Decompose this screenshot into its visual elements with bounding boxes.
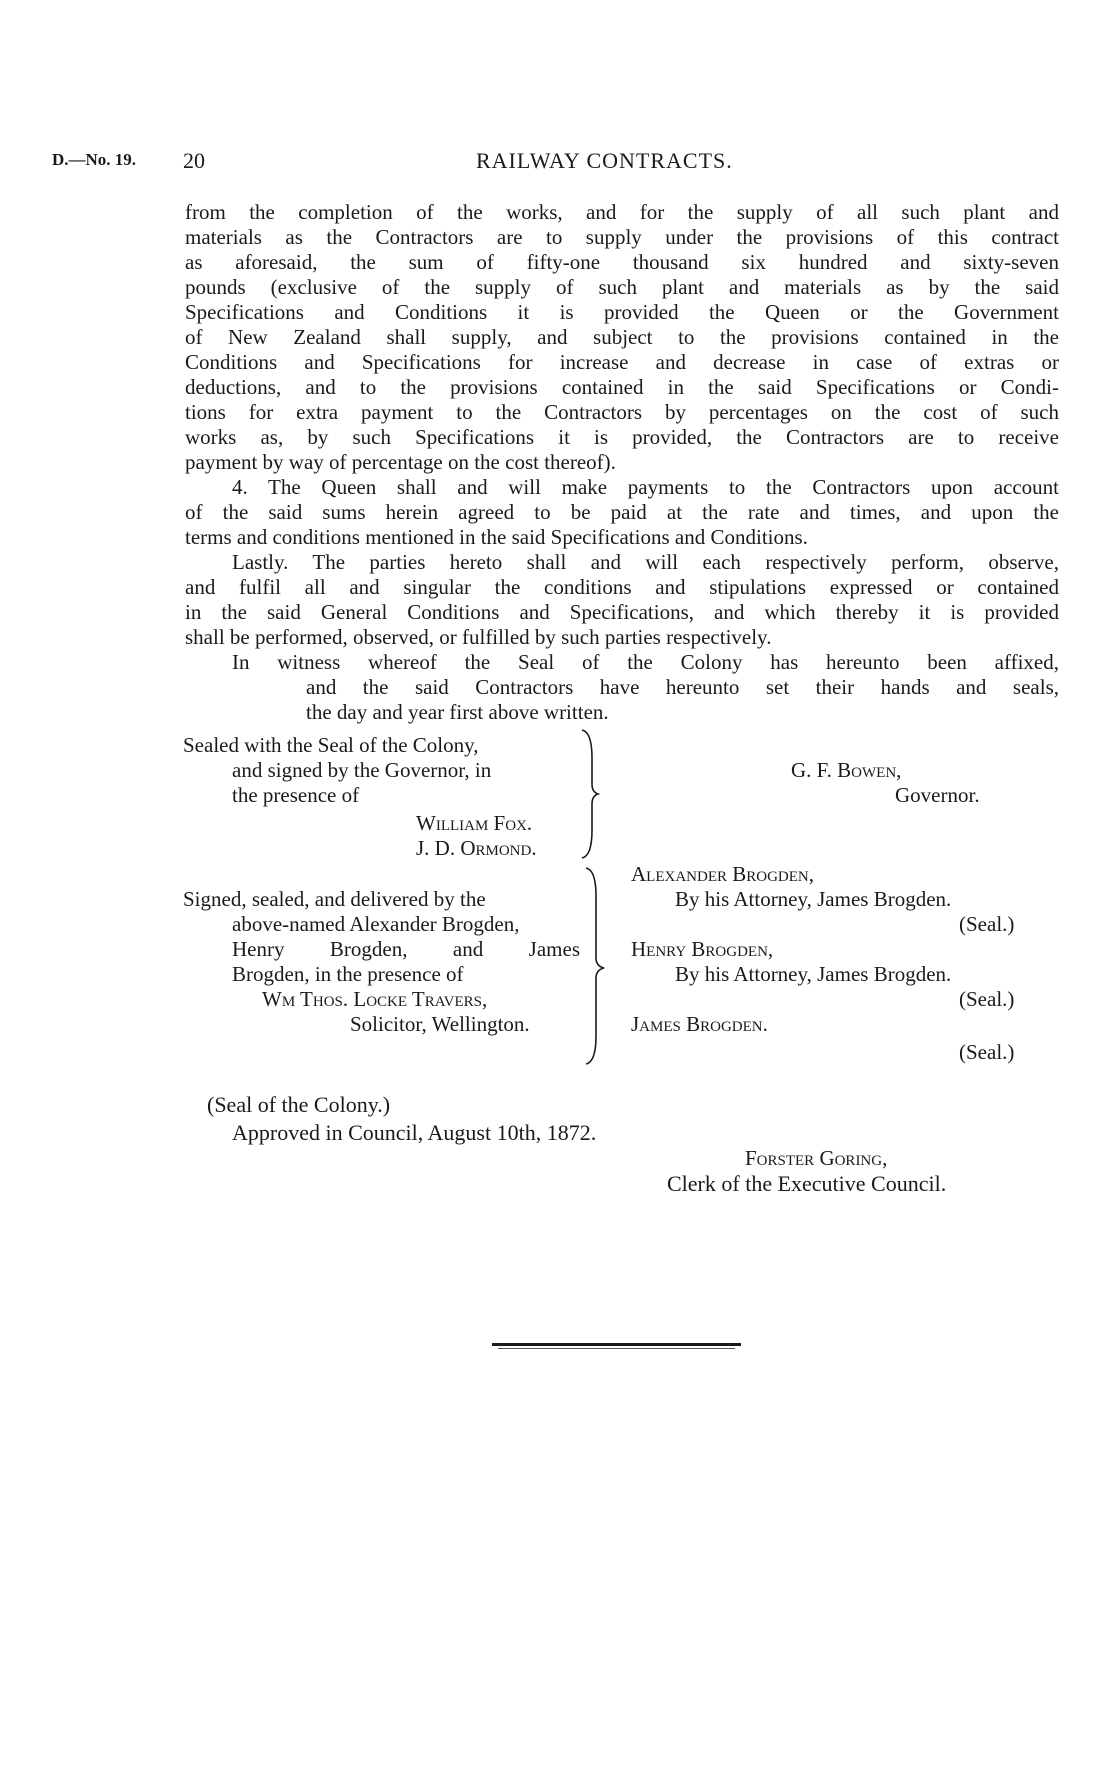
witness-title: Solicitor, Wellington.	[350, 1012, 530, 1036]
seal-of-colony: (Seal of the Colony.)	[207, 1092, 391, 1117]
witness-name: J. D. Ormond.	[416, 836, 537, 860]
signatory-name: James Brogden.	[631, 1012, 768, 1036]
signatory-attorney: By his Attorney, James Brogden.	[675, 962, 952, 986]
seal-line: and signed by the Governor, in	[232, 758, 492, 782]
governor-title: Governor.	[895, 783, 980, 807]
clerk-title: Clerk of the Executive Council.	[667, 1171, 947, 1196]
end-rule-divider	[498, 1348, 735, 1349]
seal-line: the presence of	[232, 783, 360, 807]
signatory-name: Alexander Brogden,	[631, 862, 814, 886]
text-line: payment by way of percentage on the cost thereof).	[185, 450, 616, 474]
text-line: works as, by such Specifications it is provided, the Contractors are to receive	[185, 425, 1059, 449]
right-brace-icon	[584, 866, 608, 1066]
text-line: Conditions and Specifications for increase and decrease in case of extras or	[185, 350, 1059, 374]
text-line: materials as the Contractors are to supply under the provisions of this contract	[185, 225, 1059, 249]
governor-name: G. F. Bowen,	[791, 758, 902, 782]
seal-mark: (Seal.)	[959, 912, 1015, 936]
seal-mark: (Seal.)	[959, 987, 1015, 1011]
text-line: terms and conditions mentioned in the said Specifications and Conditions.	[185, 525, 808, 549]
text-line: pounds (exclusive of the supply of such plant and materials as by the said	[185, 275, 1059, 299]
text-line: of New Zealand shall supply, and subject to the provisions contained in the	[185, 325, 1059, 349]
text-line: the day and year first above written.	[306, 700, 609, 724]
clerk-name: Forster Goring,	[745, 1146, 888, 1170]
text-line: and fulfil all and singular the conditions and stipulations expressed or contained	[185, 575, 1059, 599]
signed-line: above-named Alexander Brogden,	[232, 912, 520, 936]
witness-name: Wm Thos. Locke Travers,	[262, 987, 488, 1011]
seal-line: Sealed with the Seal of the Colony,	[183, 733, 479, 757]
seal-mark: (Seal.)	[959, 1040, 1015, 1064]
text-line: Lastly. The parties hereto shall and will each respectively perform, observe,	[232, 550, 1059, 574]
signed-line: Signed, sealed, and delivered by the	[183, 887, 486, 911]
text-line: 4. The Queen shall and will make payments to the Contractors upon account	[232, 475, 1059, 499]
approval-line: Approved in Council, August 10th, 1872.	[232, 1120, 597, 1145]
text-line: of the said sums herein agreed to be paid at the rate and times, and upon the	[185, 500, 1059, 524]
text-line: deductions, and to the provisions contained in the said Specifications or Condi-	[185, 375, 1059, 399]
text-line: in the said General Conditions and Specifications, and which thereby it is provided	[185, 600, 1059, 624]
end-rule-divider	[492, 1343, 741, 1346]
page-number: 20	[183, 148, 205, 173]
text-line: as aforesaid, the sum of fifty-one thousand six hundred and sixty-seven	[185, 250, 1059, 274]
signed-line: Henry Brogden, and James	[232, 937, 580, 961]
right-brace-icon	[580, 728, 600, 860]
text-line: from the completion of the works, and for the supply of all such plant and	[185, 200, 1059, 224]
text-line: shall be performed, observed, or fulfilled by such parties respectively.	[185, 625, 772, 649]
signed-line: Brogden, in the presence of	[232, 962, 464, 986]
text-line: In witness whereof the Seal of the Colony has hereunto been affixed,	[232, 650, 1059, 674]
text-line: Specifications and Conditions it is provided the Queen or the Government	[185, 300, 1059, 324]
page-title: RAILWAY CONTRACTS.	[476, 148, 733, 173]
document-reference: D.—No. 19.	[52, 150, 137, 169]
signatory-attorney: By his Attorney, James Brogden.	[675, 887, 952, 911]
signatory-name: Henry Brogden,	[631, 937, 774, 961]
text-line: and the said Contractors have hereunto set their hands and seals,	[306, 675, 1059, 699]
text-line: tions for extra payment to the Contractors by percentages on the cost of such	[185, 400, 1059, 424]
witness-name: William Fox.	[416, 811, 533, 835]
